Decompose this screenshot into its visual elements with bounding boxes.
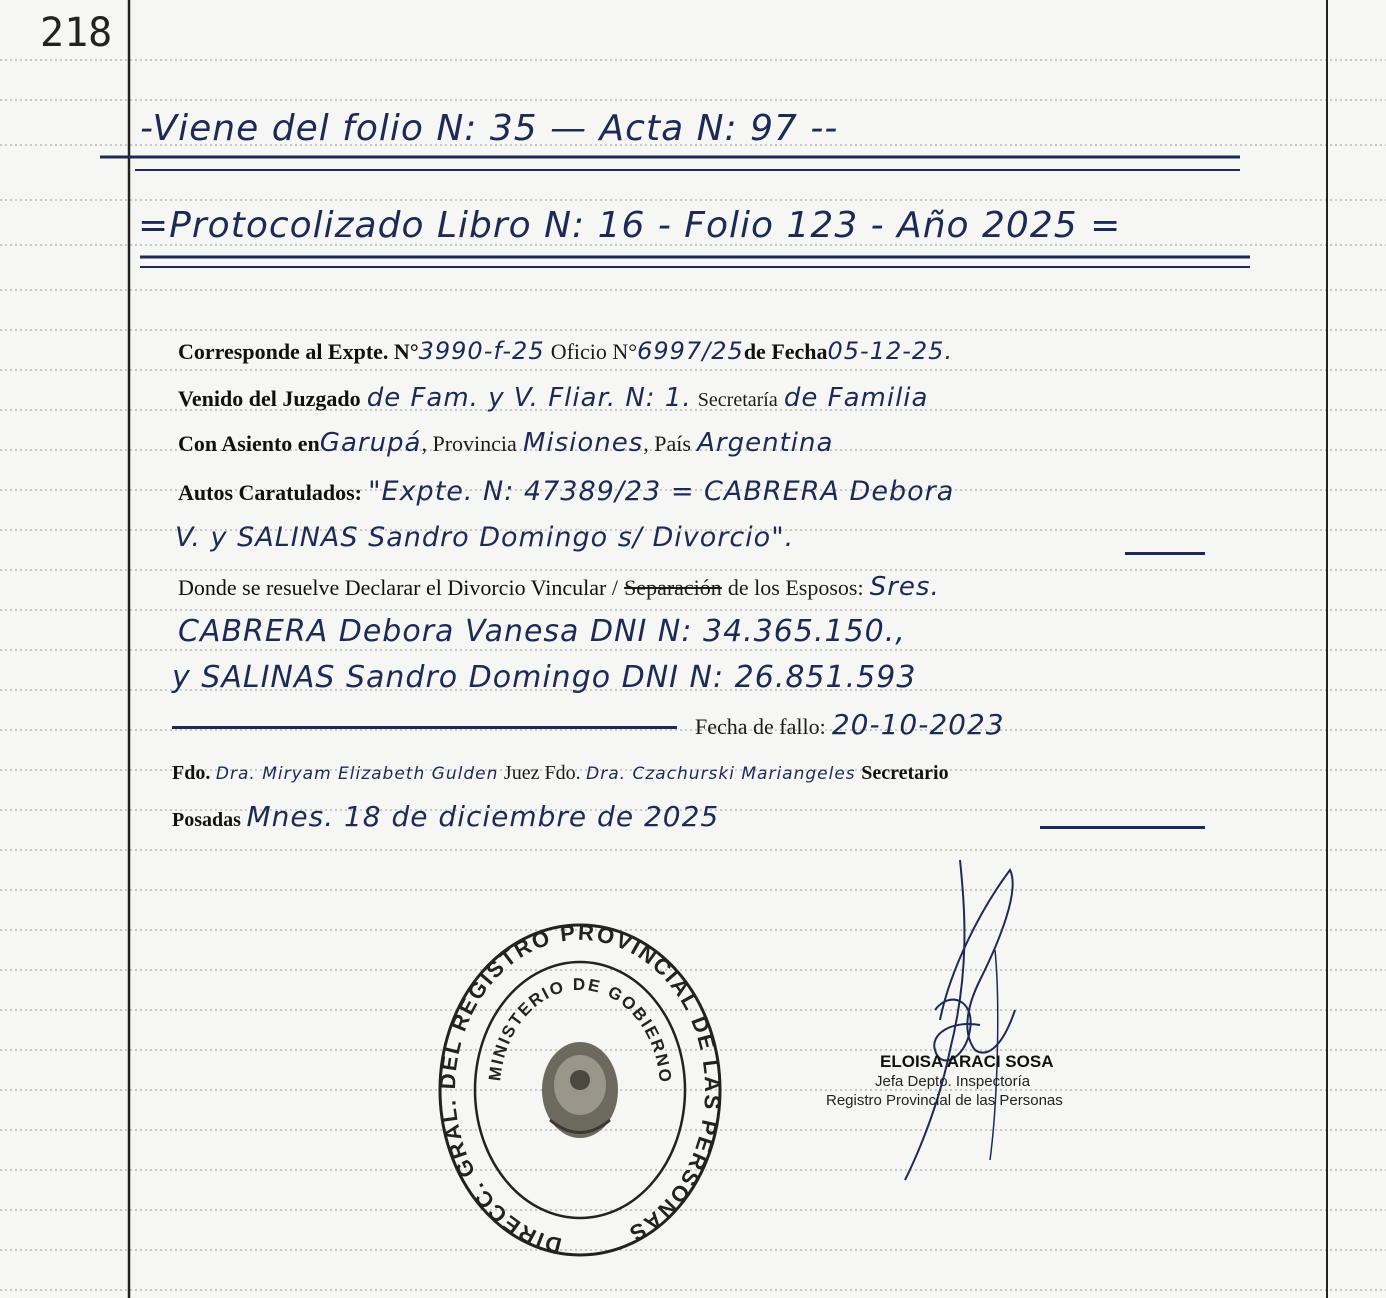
row-donde bbox=[178, 572, 940, 602]
signatory-office: Registro Provincial de las Personas bbox=[826, 1092, 1063, 1109]
sres-value: Sres. bbox=[869, 572, 940, 602]
fecha-label: de Fecha bbox=[743, 339, 828, 364]
spouse-2: y SALINAS Sandro Domingo DNI N: 26.851.593 bbox=[172, 660, 917, 695]
seal-outer-text: DIRECC. GRAL. DEL REGISTRO PROVINCIAL DE LAS PERSONAS bbox=[434, 920, 726, 1259]
fallo-value: 20-10-2023 bbox=[831, 708, 1005, 741]
fdo2-value: Dra. Czachurski Mariangeles bbox=[586, 764, 856, 784]
secretaria-label: Secretaría bbox=[697, 389, 778, 411]
provincia-value: Misiones bbox=[522, 428, 644, 458]
row-venido bbox=[178, 383, 928, 413]
provincia-label: , Provincia bbox=[421, 431, 517, 456]
spouse-1: CABRERA Debora Vanesa DNI N: 34.365.150., bbox=[178, 614, 906, 649]
esposos-label: de los Esposos: bbox=[727, 575, 864, 600]
venido-label: Venido del Juzgado bbox=[178, 386, 361, 411]
fdo1-value: Dra. Miryam Elizabeth Gulden bbox=[215, 764, 499, 784]
asiento-label: Con Asiento en bbox=[178, 431, 320, 456]
handwritten-signature bbox=[880, 850, 1060, 1190]
corresponde-label: Corresponde al Expte. N° bbox=[178, 339, 419, 364]
secretaria-value: de Familia bbox=[783, 383, 929, 413]
fdo1-label: Fdo. bbox=[172, 762, 211, 784]
pais-label: , País bbox=[643, 431, 691, 456]
row-firmas bbox=[172, 762, 949, 785]
oficio-value: 6997/25 bbox=[637, 337, 744, 365]
autos-value: "Expte. N: 47389/23 = CABRERA Debora bbox=[368, 476, 955, 507]
page-number: 218 bbox=[40, 10, 113, 56]
signatory-role: Jefa Depto. Inspectoría bbox=[875, 1073, 1031, 1090]
header-folio-line: -Viene del folio N: 35 — Acta N: 97 -- bbox=[140, 108, 839, 149]
line-filler-fallo bbox=[172, 726, 677, 729]
asiento-value: Garupá bbox=[319, 428, 422, 458]
header-protocol-line: =Protocolizado Libro N: 16 - Folio 123 - Año 2025 = bbox=[138, 205, 1122, 246]
oficio-label: Oficio N° bbox=[550, 339, 638, 364]
row-posadas bbox=[172, 800, 719, 833]
row-asiento bbox=[178, 428, 833, 458]
expte-value: 3990-f-25 bbox=[418, 337, 545, 365]
donde-label: Donde se resuelve Declarar el Divorcio Vincular / bbox=[178, 575, 618, 600]
fecha-value: 05-12-25. bbox=[827, 337, 954, 365]
row-autos bbox=[178, 476, 954, 507]
posadas-value: Mnes. 18 de diciembre de 2025 bbox=[246, 800, 720, 833]
posadas-label: Posadas bbox=[172, 809, 241, 831]
row-corresponde bbox=[178, 337, 953, 365]
official-seal bbox=[430, 920, 730, 1260]
line-filler-posadas bbox=[1040, 826, 1205, 829]
signatory-name: ELOISA ARACI SOSA bbox=[880, 1052, 1054, 1071]
seal-inner-text: MINISTERIO DE GOBIERNO bbox=[485, 974, 676, 1085]
separacion-label: Separación bbox=[624, 575, 722, 600]
line-filler bbox=[1125, 552, 1205, 555]
coat-of-arms-icon bbox=[542, 1042, 618, 1138]
pais-value: Argentina bbox=[697, 428, 834, 458]
row-fallo bbox=[695, 708, 1005, 741]
juzgado-value: de Fam. y V. Fliar. N: 1. bbox=[366, 383, 692, 413]
secretario-label: Secretario bbox=[861, 762, 949, 784]
autos-label: Autos Caratulados: bbox=[178, 480, 362, 505]
autos-continuation: V. y SALINAS Sandro Domingo s/ Divorcio". bbox=[175, 522, 795, 553]
juez-label: Juez Fdo. bbox=[503, 762, 581, 784]
fallo-label: Fecha de fallo: bbox=[695, 714, 826, 739]
